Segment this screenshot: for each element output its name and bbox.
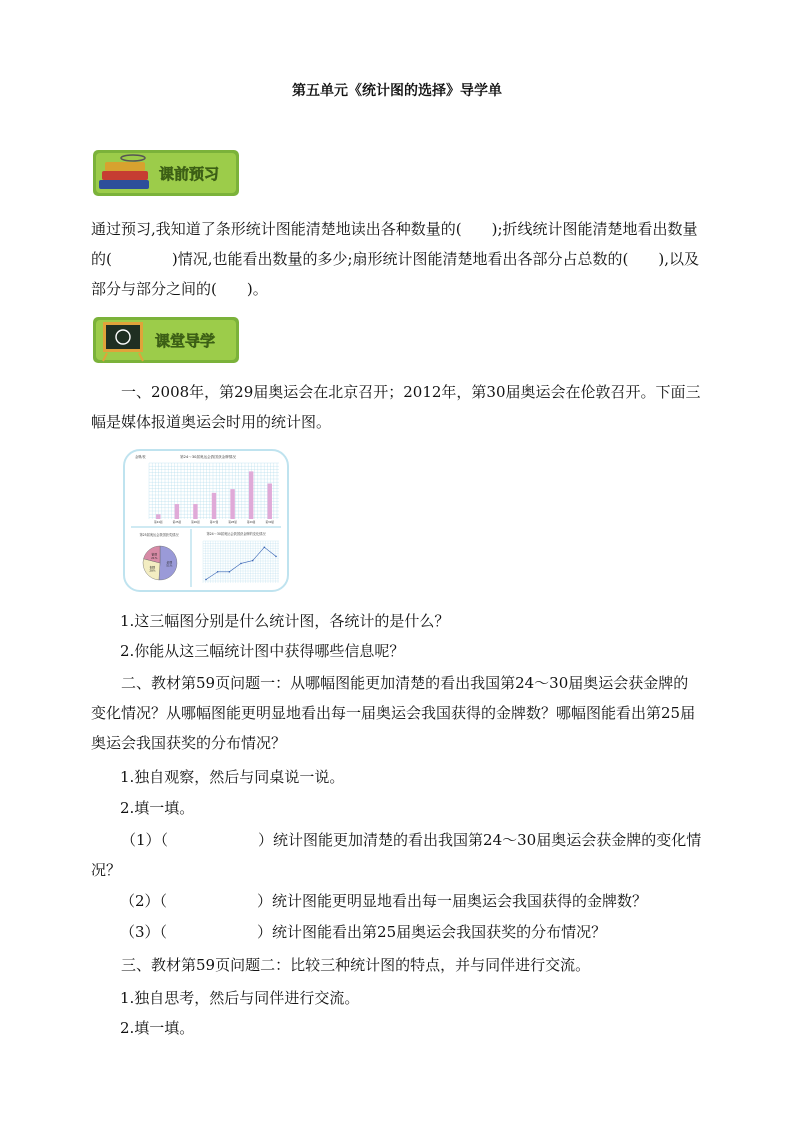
pie-slice-percent: 21%	[151, 555, 158, 560]
step-1: 1.独自观察，然后与同桌说一说。	[120, 768, 345, 786]
step-4: 2.填一填。	[120, 1019, 195, 1037]
charts-figure	[123, 449, 289, 592]
bar-category-label: 第28届	[228, 521, 237, 524]
line-point-6	[264, 547, 266, 549]
bar-4	[212, 493, 216, 519]
line-point-4	[240, 563, 242, 565]
bar-category-label: 第26届	[191, 521, 200, 524]
line-point-5	[252, 560, 254, 562]
line-point-2	[217, 571, 219, 573]
step-3: 1.独自思考，然后与同伴进行交流。	[120, 989, 360, 1007]
bar-category-label: 第25届	[172, 521, 182, 524]
fill-3: （3）（ ）统计图能看出第25届奥运会我国获奖的分布情况？	[120, 923, 607, 941]
bar-5	[230, 489, 234, 519]
part1-paragraph: 一、2008年，第29届奥运会在北京召开；2012年，第30届奥运会在伦敦召开。下面三幅是媒体报道奥运会时用的统计图。	[91, 383, 701, 431]
pie-slice-label: 铜牌	[149, 565, 156, 570]
bar-category-label: 第30届	[265, 521, 274, 524]
bar-category-label: 第29届	[246, 521, 256, 524]
bar-category-label: 第24届	[154, 521, 163, 524]
bar-1	[156, 514, 160, 519]
part2-paragraph: 二、教材第59页问题一：从哪幅图能更加清楚的看出我国第24～30届奥运会获金牌的变化情况？从哪幅图能更明显地看出每一届奥运会我国获得的金牌数？哪幅图能看出第25届奥运会我国获奖的分布情况？	[91, 674, 696, 752]
pie-slice-percent: 51%	[166, 563, 173, 568]
pie-slice-label: 金牌	[166, 560, 173, 565]
question-1: 1.这三幅图分别是什么统计图，各统计的是什么？	[120, 612, 450, 630]
fill-1: （1）（ ）统计图能更加清楚的看出我国第24～30届奥运会获金牌的变化情况？	[91, 831, 702, 879]
fill-2: （2）（ ）统计图能更明显地看出每一届奥运会我国获得的金牌数？	[120, 892, 648, 910]
bar-7	[267, 484, 271, 519]
line-point-3	[229, 571, 231, 573]
line-point-7	[275, 556, 277, 558]
page-title: 第五单元《统计图的选择》导学单	[292, 83, 502, 99]
intro-paragraph: 通过预习,我知道了条形统计图能清楚地读出各种数量的( );折线统计图能清楚地看出数量的( )情况,也能看出数量的多少;扇形统计图能清楚地看出各部分占总数的( ),以及部分与部分之间的( )。	[91, 220, 700, 298]
bar-category-label: 第27届	[209, 521, 219, 524]
pie-slice-percent: 28%	[149, 568, 156, 573]
question-2: 2.你能从这三幅统计图中获得哪些信息呢？	[120, 642, 405, 660]
pie-slice-label: 银牌	[151, 552, 158, 557]
bar-6	[249, 471, 253, 519]
step-2: 2.填一填。	[120, 799, 195, 817]
bar-2	[175, 504, 179, 519]
line-point-1	[205, 579, 207, 581]
class-banner	[93, 317, 239, 363]
preview-banner	[93, 150, 239, 196]
part3-paragraph: 三、教材第59页问题二：比较三种统计图的特点，并与同伴进行交流。	[121, 956, 591, 974]
line-chart-title: 第24～30届奥运会我国获金牌的变化情况	[206, 532, 266, 536]
pie-chart-title: 第25届奥运会我国获奖情况	[139, 533, 179, 537]
preview-badge-label: 课前预习	[159, 165, 220, 183]
class-badge-label: 课堂导学	[155, 332, 216, 350]
bar-chart-unit: 金牌/枚	[135, 455, 146, 459]
bar-chart-title: 第24～30届奥运会我国获金牌情况	[180, 455, 236, 459]
bar-3	[193, 504, 197, 519]
